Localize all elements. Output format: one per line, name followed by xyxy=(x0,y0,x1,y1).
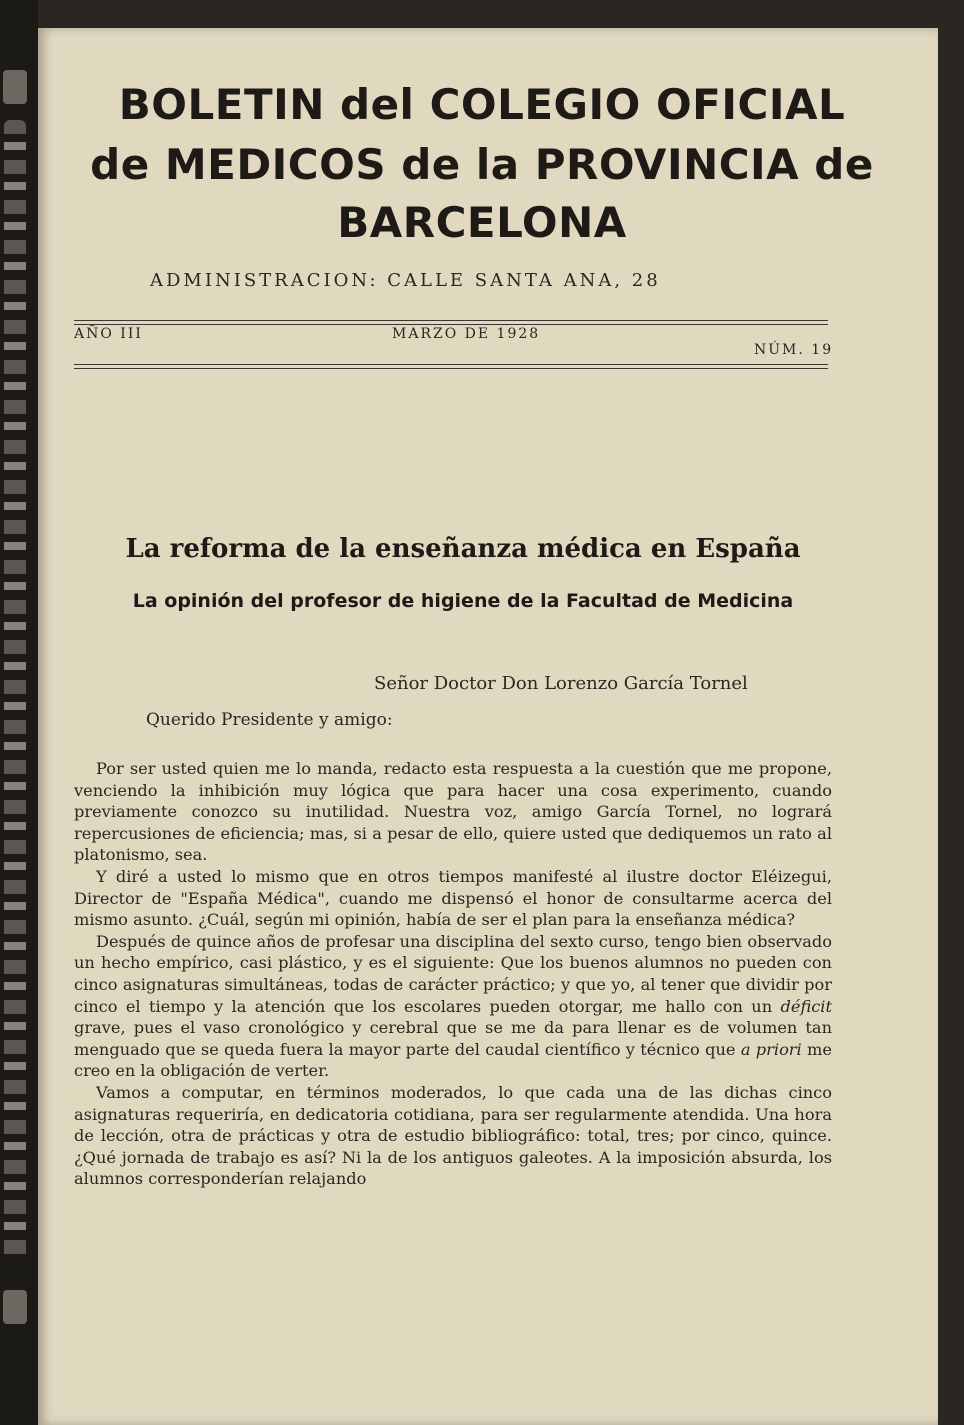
article-addressee: Señor Doctor Don Lorenzo García Tornel xyxy=(374,673,748,694)
header-rule-top-2 xyxy=(74,324,828,325)
masthead-line-1: BOLETIN del COLEGIO OFICIAL xyxy=(118,80,846,129)
issue-date: MARZO DE 1928 xyxy=(392,326,541,342)
paragraph-2: Y diré a usted lo mismo que en otros tiempos manifesté al ilustre doctor Eléizegui, Director de "España Médica", cuando me dispensó el honor de consultarme acerca del mismo asunto. ¿Cuál, según mi opinión, había de ser el plan para la enseñanza médica? xyxy=(74,866,832,930)
article-subtitle: La opinión del profesor de higiene de la Facultad de Medicina xyxy=(132,590,794,612)
article-body xyxy=(74,758,832,1190)
italic-a-priori: a priori xyxy=(740,1039,802,1059)
paragraph-4: Vamos a computar, en términos moderados, lo que cada una de las dichas cinco asignaturas requeriría, en dedicatoria cotidiana, para ser regularmente atendida. Una hora de lección, otra de prácticas y otra de estudio bibliográfico: total, tres; por cinco, quince. ¿Qué jornada de trabajo es así? Ni la de los antiguos galeotes. A la imposición absurda, los alumnos corresponderían relajando xyxy=(74,1082,832,1189)
masthead-line-2: de MEDICOS de la PROVINCIA de xyxy=(90,140,874,189)
header-rule-bottom xyxy=(74,364,828,365)
article-greeting: Querido Presidente y amigo: xyxy=(146,710,393,730)
header-rule-bottom-2 xyxy=(74,368,828,369)
spine-ornament-top xyxy=(3,70,27,104)
book-spine xyxy=(0,0,38,1425)
issue-number: NÚM. 19 xyxy=(754,342,834,358)
paragraph-3-part-b: grave, pues el vaso cronológico y cerebral que se me da para llenar es de volumen tan menguado que se queda fuera la mayor parte del caudal científico y técnico que xyxy=(74,1018,832,1059)
administration-address: ADMINISTRACION: CALLE SANTA ANA, 28 xyxy=(150,270,661,291)
header-rule-top xyxy=(74,320,828,321)
spine-ornament-bottom xyxy=(3,1290,27,1324)
paragraph-3-part-a: Después de quince años de profesar una disciplina del sexto curso, tengo bien observado un hecho empírico, casi plástico, y es el siguiente: Que los buenos alumnos no pueden con cinco asignaturas simultáneas, todas de carácter práctico; y que yo, al tener que dividir por cinco el tiempo y la atención que los escolares pueden otorgar, me hallo con un xyxy=(74,931,832,1016)
issue-year: AÑO III xyxy=(74,326,143,342)
article-title: La reforma de la enseñanza médica en España xyxy=(125,534,801,564)
italic-deficit: déficit xyxy=(780,996,832,1016)
paragraph-3-part-c: me creo en la obligación de verter. xyxy=(74,1039,832,1081)
spine-ornament xyxy=(4,120,26,1260)
paragraph-3 xyxy=(74,931,832,1082)
paragraph-1: Por ser usted quien me lo manda, redacto esta respuesta a la cuestión que me propone, venciendo la inhibición muy lógica que para hacer una cosa experimento, cuando previamente conozco su inutilidad. Nuestra voz, amigo García Tornel, no logrará repercusiones de eficiencia; mas, si a pesar de ello, quiere usted que dediquemos un rato al platonismo, sea. xyxy=(74,759,832,865)
document-page xyxy=(38,28,938,1425)
masthead-line-3: BARCELONA xyxy=(337,198,627,247)
